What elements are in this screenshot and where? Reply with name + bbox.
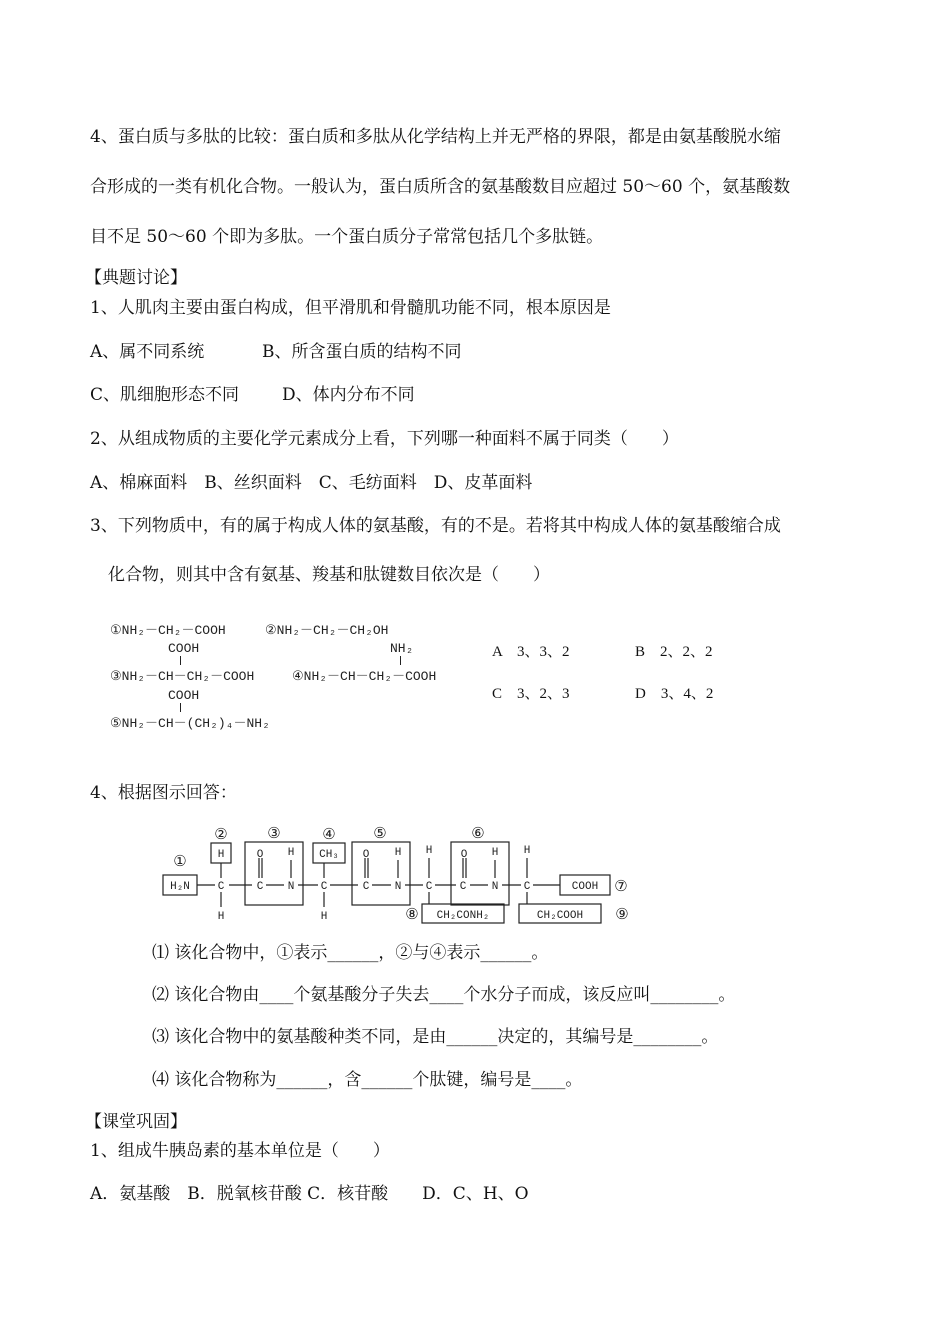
q2-stem: 2、从组成物质的主要化学元素成分上看，下列哪一种面料不属于同类（ ） [90, 429, 679, 449]
q4-sub-4: ⑷ 该化合物称为______，含______个肽键，编号是____。 [152, 1070, 583, 1090]
structure-5: ⑤NH₂－CH－(CH₂)₄－NH₂ [110, 716, 270, 731]
section4-line3: 目不足 50～60 个即为多肽。一个蛋白质分子常常包括几个多肽链。 [90, 227, 604, 247]
r-group-ch2conh2: CH₂CONH₂ [436, 910, 490, 922]
q4-sub-2: ⑵ 该化合物由____个氨基酸分子失去____个水分子而成，该反应叫________。 [152, 985, 736, 1005]
q4-sub-3: ⑶ 该化合物中的氨基酸种类不同，是由______决定的，其编号是________。 [152, 1027, 719, 1047]
consolidation-q1-stem: 1、组成牛胰岛素的基本单位是（ ） [90, 1141, 390, 1161]
atom-h-n3: H [491, 847, 499, 859]
q3-option-a: A 3、3、2 [492, 644, 570, 660]
q4-sub-1: ⑴ 该化合物中，①表示______，②与④表示______。 [152, 943, 549, 963]
structure-3-top: COOH [168, 641, 200, 656]
structure-5-top: COOH [168, 688, 200, 703]
consolidation-heading: 【课堂巩固】 [85, 1112, 187, 1132]
atom-h-3b: H [320, 911, 328, 923]
atom-o-2: O [362, 849, 370, 861]
atom-c-7: C [523, 881, 531, 893]
q3-option-c: C 3、2、3 [492, 686, 570, 702]
atom-h-5: H [425, 845, 433, 857]
structure-4-top: NH₂ [390, 641, 414, 656]
atom-ch3: CH₃ [319, 849, 339, 861]
label-5: ⑤ [373, 826, 387, 843]
q3-stem-line2: 化合物，则其中含有氨基、羧基和肽键数目依次是（ ） [108, 565, 550, 585]
label-3: ③ [267, 826, 281, 843]
atom-c-1: C [217, 881, 225, 893]
consolidation-q1-options: A．氨基酸 B．脱氧核苷酸 C．核苷酸 D．C、H、O [90, 1184, 529, 1204]
atom-n-2: N [394, 881, 402, 893]
q1-option-a: A、属不同系统 [90, 342, 205, 362]
atom-c-3: C [320, 881, 328, 893]
atom-n-1: N [287, 881, 295, 893]
q1-stem: 1、人肌肉主要由蛋白构成，但平滑肌和骨髓肌功能不同，根本原因是 [90, 298, 611, 318]
section4-line1: 4、蛋白质与多肽的比较：蛋白质和多肽从化学结构上并无严格的界限，都是由氨基酸脱水缩 [90, 127, 781, 147]
atom-c-2: C [256, 881, 264, 893]
q4-stem: 4、根据图示回答： [90, 783, 237, 803]
q1-option-b: B、所含蛋白质的结构不同 [262, 342, 462, 362]
atom-c-5: C [425, 881, 433, 893]
q1-option-c: C、肌细胞形态不同 [90, 385, 240, 405]
label-6: ⑥ [471, 826, 485, 843]
atom-c-4: C [362, 881, 370, 893]
structure-2: ②NH₂－CH₂－CH₂OH [265, 623, 389, 638]
label-9: ⑨ [615, 907, 629, 924]
structure-4: ④NH₂－CH－CH₂－COOH [292, 669, 437, 684]
atom-h-n2: H [394, 847, 402, 859]
atom-h-n1: H [287, 847, 295, 859]
atom-c-6: C [459, 881, 467, 893]
q3-option-d: D 3、4、2 [635, 686, 714, 702]
q3-stem-line1: 3、下列物质中，有的属于构成人体的氨基酸，有的不是。若将其中构成人体的氨基酸缩合成 [90, 516, 781, 536]
discussion-heading: 【典题讨论】 [85, 268, 187, 288]
box-6 [451, 842, 509, 905]
atom-h-1b: H [217, 911, 225, 923]
structure-3: ③NH₂－CH－CH₂－COOH [110, 669, 255, 684]
structure-1: ①NH₂－CH₂－COOH [110, 623, 226, 638]
q2-options: A、棉麻面料 B、丝织面料 C、毛纺面料 D、皮革面料 [90, 473, 533, 493]
r-group-ch2cooh: CH₂COOH [536, 910, 584, 922]
atom-h-2: H [217, 849, 225, 861]
label-8: ⑧ [405, 907, 419, 924]
label-4: ④ [322, 827, 336, 844]
section4-line2: 合形成的一类有机化合物。一般认为，蛋白质所含的氨基酸数目应超过 50～60 个，氨基酸数 [90, 177, 791, 197]
label-7: ⑦ [614, 879, 628, 896]
atom-cooh: COOH [571, 881, 599, 893]
q1-option-d: D、体内分布不同 [282, 385, 415, 405]
q3-option-b: B 2、2、2 [635, 644, 713, 660]
label-1: ① [173, 854, 187, 871]
atom-o-1: O [256, 849, 264, 861]
atom-h2n: H₂N [170, 881, 190, 893]
atom-n-3: N [491, 881, 499, 893]
atom-h-7: H [523, 845, 531, 857]
label-2: ② [214, 827, 228, 844]
atom-o-3: O [460, 849, 468, 861]
